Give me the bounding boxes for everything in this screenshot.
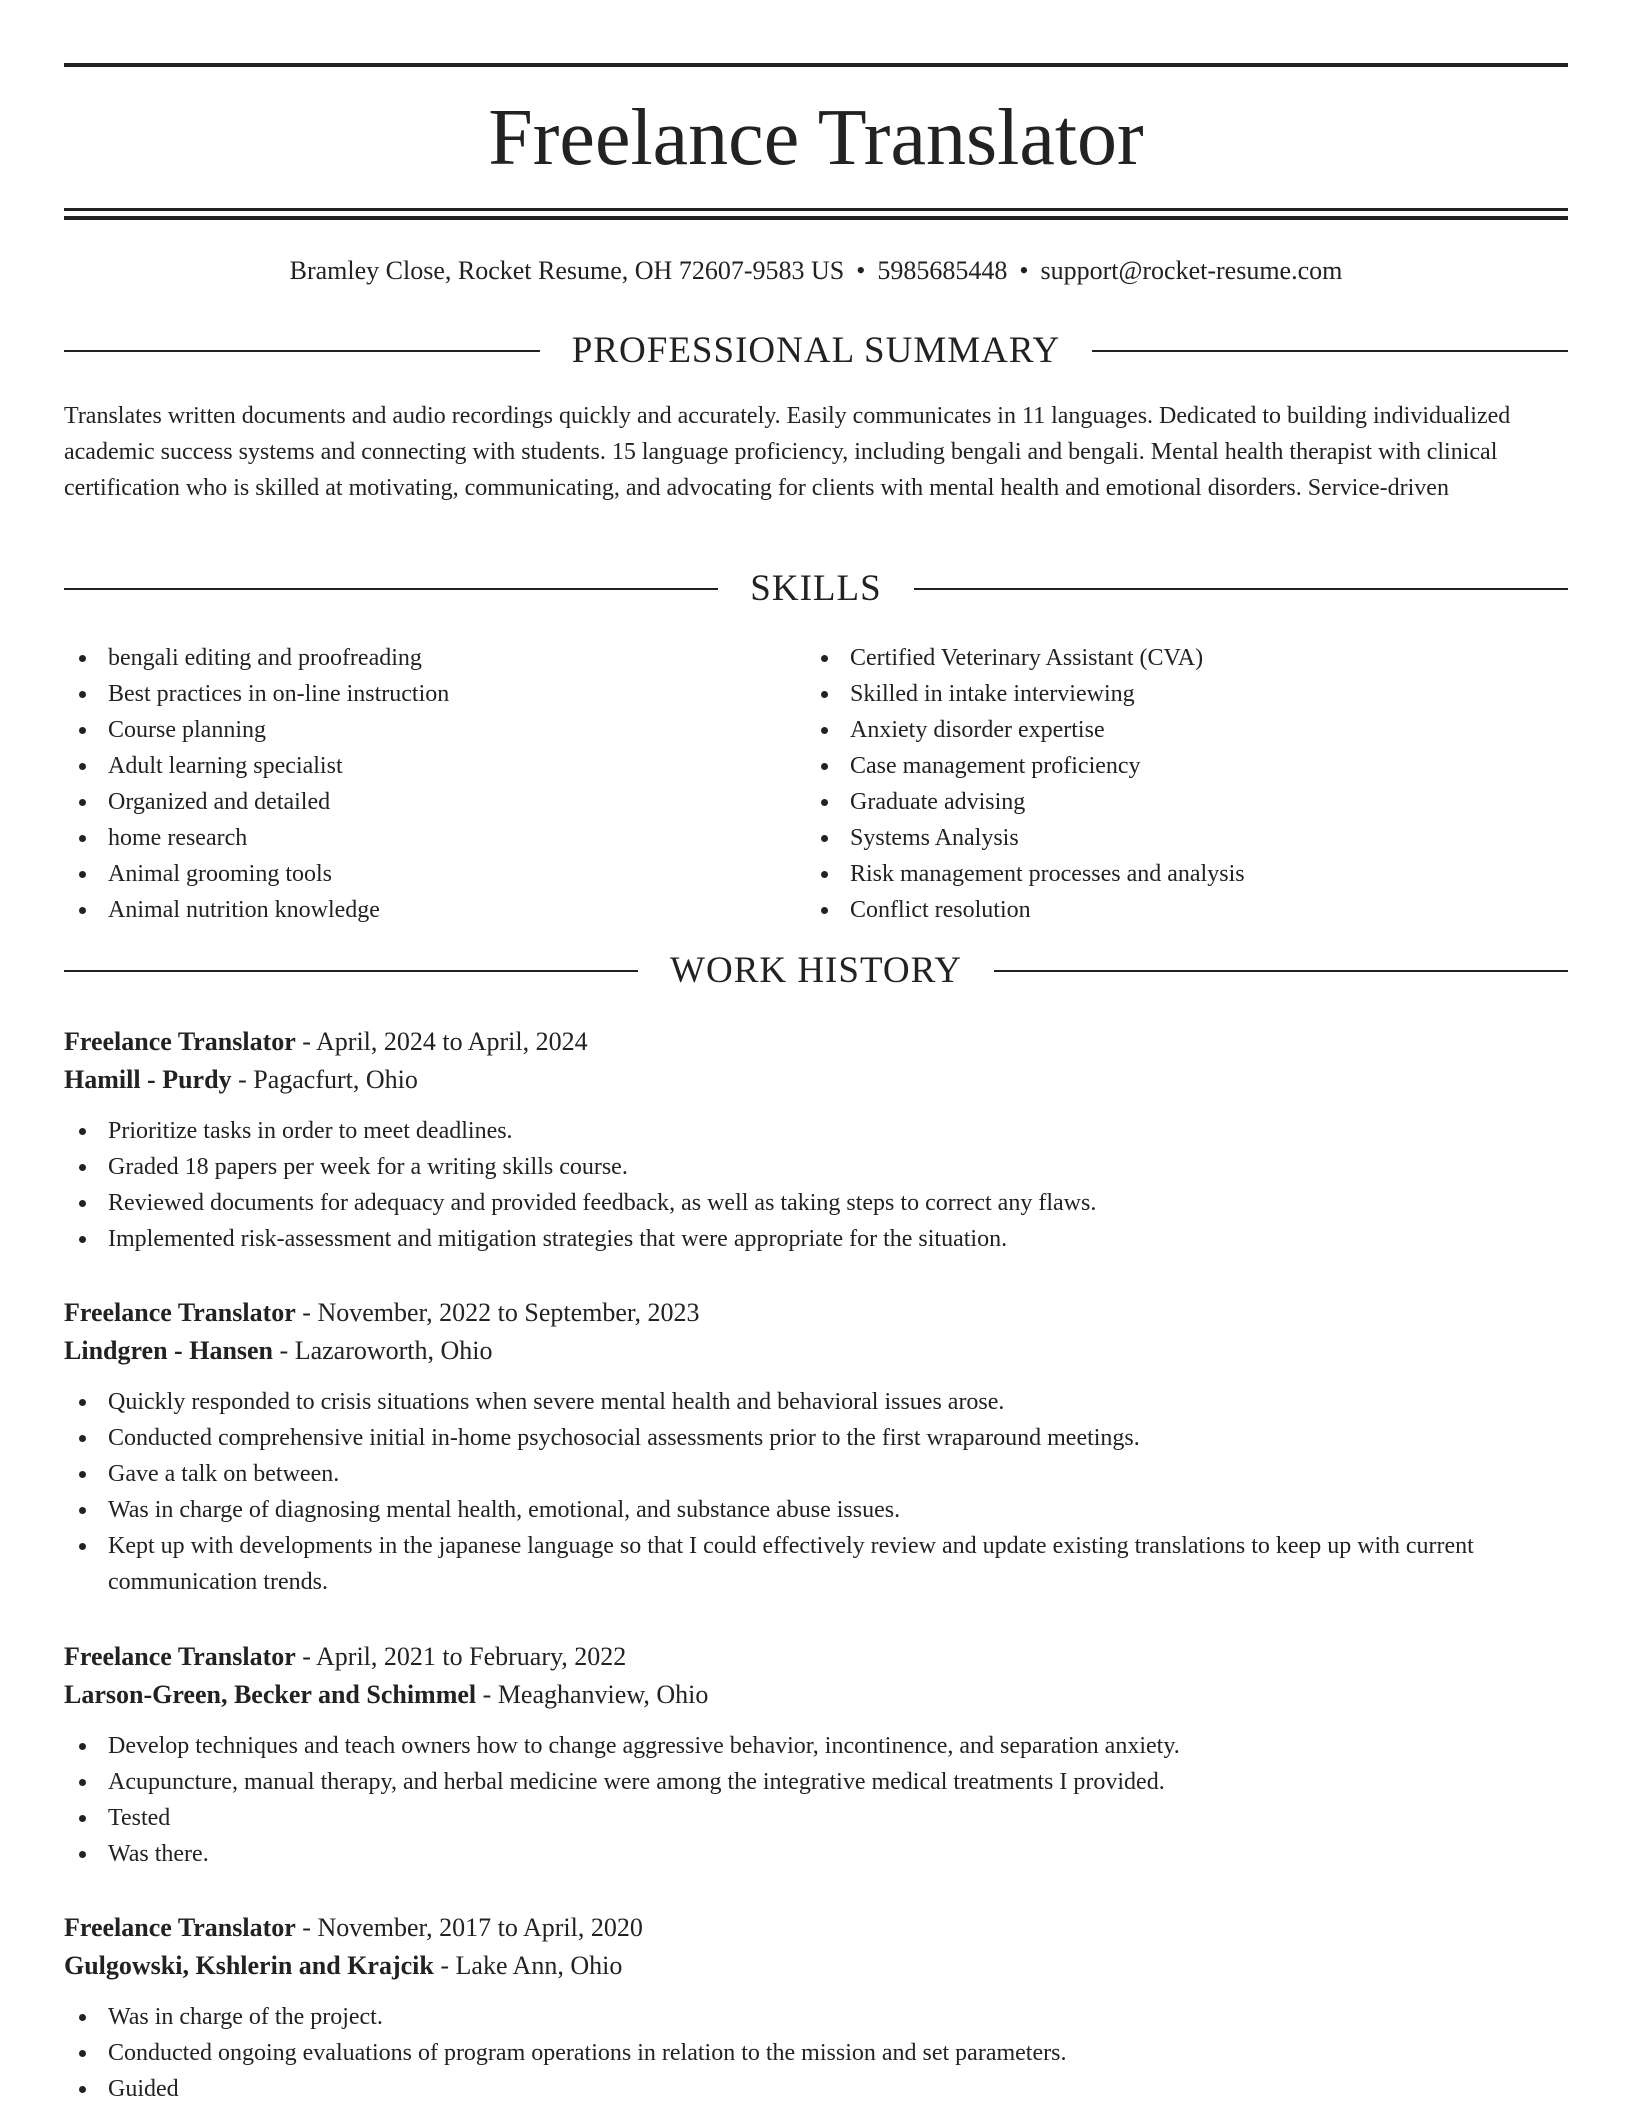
job-bullet: Tested (64, 1800, 1568, 1836)
job-title: Freelance Translator (64, 1027, 296, 1056)
job-bullets (64, 1999, 1568, 2107)
skill-item: home research (64, 820, 764, 856)
job-company-line: Larson-Green, Becker and Schimmel - Meaghanview, Ohio (64, 1680, 709, 1709)
skills-section-header (64, 566, 1568, 612)
skill-item: Adult learning specialist (64, 748, 764, 784)
job-location: Lake Ann, Ohio (455, 1951, 623, 1980)
skill-item: Certified Veterinary Assistant (CVA) (806, 640, 1566, 676)
contact-separator: • (856, 256, 866, 285)
skills-list-left (64, 640, 764, 928)
skill-item: Best practices in on-line instruction (64, 676, 764, 712)
top-rule (64, 63, 1568, 67)
job-bullet: Implemented risk-assessment and mitigation strategies that were appropriate for the situation. (64, 1221, 1568, 1257)
job-entry (64, 1023, 1568, 1257)
job-bullet: Prioritize tasks in order to meet deadlines. (64, 1113, 1568, 1149)
work-section-header (64, 948, 1568, 994)
job-bullet: Acupuncture, manual therapy, and herbal medicine were among the integrative medical treatments I provided. (64, 1764, 1568, 1800)
header-rule-right (994, 970, 1568, 972)
job-bullets (64, 1113, 1568, 1257)
skill-item: Systems Analysis (806, 820, 1566, 856)
job-company-line: Hamill - Purdy - Pagacfurt, Ohio (64, 1065, 418, 1094)
skills-heading: SKILLS (750, 568, 882, 609)
job-bullet: Gave a talk on between. (64, 1456, 1568, 1492)
contact-address: Bramley Close, Rocket Resume, OH 72607-9583 US (289, 256, 845, 285)
skill-item: Anxiety disorder expertise (806, 712, 1566, 748)
job-bullet: Was in charge of diagnosing mental health, emotional, and substance abuse issues. (64, 1492, 1568, 1528)
job-company: Hamill - Purdy (64, 1065, 232, 1094)
contact-separator: • (1019, 256, 1029, 285)
skill-item: Animal grooming tools (64, 856, 764, 892)
skill-item: Graduate advising (806, 784, 1566, 820)
job-dates: April, 2021 to February, 2022 (316, 1642, 627, 1671)
job-title-line: Freelance Translator - April, 2021 to February, 2022 (64, 1642, 627, 1671)
skill-item: Course planning (64, 712, 764, 748)
header-rule-right (1092, 350, 1568, 352)
job-title-line: Freelance Translator - April, 2024 to April, 2024 (64, 1027, 588, 1056)
job-title-line: Freelance Translator - November, 2017 to April, 2020 (64, 1913, 643, 1942)
job-bullet: Kept up with developments in the japanese language so that I could effectively review and update existing translations to keep up with current communication trends. (64, 1528, 1568, 1600)
job-company: Larson-Green, Becker and Schimmel (64, 1680, 477, 1709)
header-rule-left (64, 970, 638, 972)
job-bullet: Reviewed documents for adequacy and provided feedback, as well as taking steps to correct any flaws. (64, 1185, 1568, 1221)
skill-item: Organized and detailed (64, 784, 764, 820)
job-title: Freelance Translator (64, 1298, 296, 1327)
job-bullet: Quickly responded to crisis situations when severe mental health and behavioral issues arose. (64, 1384, 1568, 1420)
skill-item: Case management proficiency (806, 748, 1566, 784)
job-location: Lazaroworth, Ohio (294, 1336, 493, 1365)
title-double-rule-bottom (64, 216, 1568, 220)
header-rule-left (64, 350, 540, 352)
job-company-line: Gulgowski, Kshlerin and Krajcik - Lake Ann, Ohio (64, 1951, 623, 1980)
summary-heading: PROFESSIONAL SUMMARY (571, 330, 1061, 371)
job-dates: November, 2017 to April, 2020 (317, 1913, 643, 1942)
job-company: Gulgowski, Kshlerin and Krajcik (64, 1951, 434, 1980)
header-rule-right (914, 588, 1568, 590)
job-bullet: Conducted ongoing evaluations of program operations in relation to the mission and set parameters. (64, 2035, 1568, 2071)
job-company: Lindgren - Hansen (64, 1336, 274, 1365)
job-bullet: Graded 18 papers per week for a writing skills course. (64, 1149, 1568, 1185)
skill-item: bengali editing and proofreading (64, 640, 764, 676)
resume-title: Freelance Translator (488, 94, 1144, 182)
job-entry (64, 1909, 1568, 2107)
skill-item: Conflict resolution (806, 892, 1566, 928)
skill-item: Risk management processes and analysis (806, 856, 1566, 892)
job-location: Pagacfurt, Ohio (253, 1065, 418, 1094)
contact-email: support@rocket-resume.com (1040, 256, 1343, 285)
skills-list-right (806, 640, 1566, 928)
job-dates: November, 2022 to September, 2023 (317, 1298, 700, 1327)
job-bullet: Develop techniques and teach owners how to change aggressive behavior, incontinence, and separation anxiety. (64, 1728, 1568, 1764)
job-dates: April, 2024 to April, 2024 (316, 1027, 588, 1056)
job-bullets (64, 1728, 1568, 1872)
contact-phone: 5985685448 (877, 256, 1008, 285)
job-title-line: Freelance Translator - November, 2022 to September, 2023 (64, 1298, 700, 1327)
summary-section-header (64, 328, 1568, 374)
title-double-rule-top (64, 208, 1568, 211)
skill-item: Skilled in intake interviewing (806, 676, 1566, 712)
job-company-line: Lindgren - Hansen - Lazaroworth, Ohio (64, 1336, 493, 1365)
job-bullet: Guided (64, 2071, 1568, 2107)
job-title: Freelance Translator (64, 1913, 296, 1942)
summary-text: Translates written documents and audio recordings quickly and accurately. Easily communicates in 11 languages. Dedicated to building individualized academic success systems and connecting with students. 15 language proficiency, including bengali and bengali. Mental health therapist with clinical certification who is skilled at motivating, communicating, and advocating for clients with mental health and emotional disorders. Service-driven (64, 403, 1511, 501)
job-bullet: Was there. (64, 1836, 1568, 1872)
work-heading: WORK HISTORY (670, 950, 962, 991)
job-entry (64, 1294, 1568, 1600)
job-bullet: Was in charge of the project. (64, 1999, 1568, 2035)
job-entry (64, 1638, 1568, 1872)
job-bullet: Conducted comprehensive initial in-home psychosocial assessments prior to the first wraparound meetings. (64, 1420, 1568, 1456)
skill-item: Animal nutrition knowledge (64, 892, 764, 928)
job-title: Freelance Translator (64, 1642, 296, 1671)
job-bullets (64, 1384, 1568, 1600)
contact-line (64, 254, 1568, 288)
job-location: Meaghanview, Ohio (497, 1680, 709, 1709)
header-rule-left (64, 588, 718, 590)
